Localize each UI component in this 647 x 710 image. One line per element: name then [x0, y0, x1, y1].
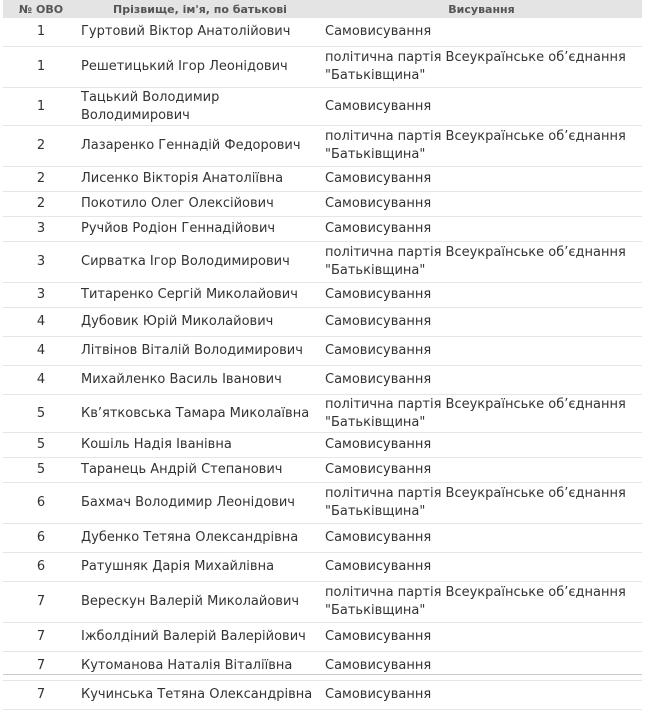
- full-name-cell: Михайленко Василь Іванович: [79, 366, 321, 395]
- nomination-cell: політична партія Всеукраїнське об’єднання "Батьківщина": [321, 242, 642, 283]
- district-number-cell: 1: [3, 47, 79, 88]
- nomination-cell: політична партія Всеукраїнське об’єднання "Батьківщина": [321, 47, 642, 88]
- header-nomination: Висування: [321, 0, 642, 18]
- table-row: [3, 192, 642, 217]
- table-row: [3, 582, 642, 623]
- nomination-cell: Самовисування: [321, 433, 642, 458]
- full-name-cell: Ручйов Родіон Геннадійович: [79, 217, 321, 242]
- table-row: [3, 88, 642, 126]
- table-row: [3, 167, 642, 192]
- header-full-name: Прізвище, ім'я, по батькові: [79, 0, 321, 18]
- district-number-cell: 2: [3, 192, 79, 217]
- full-name-cell: Дубенко Тетяна Олександрівна: [79, 524, 321, 553]
- district-number-cell: 5: [3, 458, 79, 483]
- nomination-cell: Самовисування: [321, 623, 642, 652]
- table-bottom-border: [3, 674, 642, 675]
- full-name-cell: Дубовик Юрій Миколайович: [79, 308, 321, 337]
- nomination-cell: Самовисування: [321, 652, 642, 681]
- full-name-cell: Лисенко Вікторія Анатоліївна: [79, 167, 321, 192]
- table-row: [3, 283, 642, 308]
- nomination-cell: політична партія Всеукраїнське об’єднання "Батьківщина": [321, 395, 642, 433]
- full-name-cell: Кучинська Тетяна Олександрівна: [79, 681, 321, 710]
- table-row: [3, 126, 642, 167]
- full-name-cell: Гуртовий Віктор Анатолійович: [79, 18, 321, 47]
- district-number-cell: 7: [3, 681, 79, 710]
- nomination-cell: Самовисування: [321, 167, 642, 192]
- district-number-cell: 5: [3, 395, 79, 433]
- district-number-cell: 7: [3, 652, 79, 681]
- full-name-cell: Таранець Андрій Степанович: [79, 458, 321, 483]
- nomination-cell: політична партія Всеукраїнське об’єднання "Батьківщина": [321, 582, 642, 623]
- table-row: [3, 47, 642, 88]
- district-number-cell: 3: [3, 283, 79, 308]
- district-number-cell: 1: [3, 88, 79, 126]
- full-name-cell: Верескун Валерій Миколайович: [79, 582, 321, 623]
- nomination-cell: Самовисування: [321, 88, 642, 126]
- full-name-cell: Титаренко Сергій Миколайович: [79, 283, 321, 308]
- table-row: [3, 553, 642, 582]
- district-number-cell: 2: [3, 126, 79, 167]
- nomination-cell: Самовисування: [321, 458, 642, 483]
- full-name-cell: Іжболдіний Валерій Валерійович: [79, 623, 321, 652]
- nomination-cell: Самовисування: [321, 366, 642, 395]
- table-row: [3, 308, 642, 337]
- full-name-cell: Ратушняк Дарія Михайлівна: [79, 553, 321, 582]
- district-number-cell: 6: [3, 483, 79, 524]
- full-name-cell: Кошіль Надія Іванівна: [79, 433, 321, 458]
- nomination-cell: Самовисування: [321, 283, 642, 308]
- full-name-cell: Тацький Володимир Володимирович: [79, 88, 321, 126]
- nomination-cell: політична партія Всеукраїнське об’єднання "Батьківщина": [321, 126, 642, 167]
- table-row: [3, 524, 642, 553]
- table-row: [3, 458, 642, 483]
- district-number-cell: 3: [3, 217, 79, 242]
- full-name-cell: Решетицький Ігор Леонідович: [79, 47, 321, 88]
- table-row: [3, 483, 642, 524]
- table-row: [3, 18, 642, 47]
- full-name-cell: Лазаренко Геннадій Федорович: [79, 126, 321, 167]
- district-number-cell: 3: [3, 242, 79, 283]
- table-row: [3, 337, 642, 366]
- district-number-cell: 4: [3, 366, 79, 395]
- full-name-cell: Кв’ятковська Тамара Миколаївна: [79, 395, 321, 433]
- header-district-number: № ОВО: [3, 0, 79, 18]
- table-row: [3, 217, 642, 242]
- district-number-cell: 2: [3, 167, 79, 192]
- table-row: [3, 242, 642, 283]
- district-number-cell: 7: [3, 623, 79, 652]
- district-number-cell: 6: [3, 553, 79, 582]
- district-number-cell: 7: [3, 582, 79, 623]
- table-row: [3, 623, 642, 652]
- table-header-row: [3, 0, 642, 18]
- table-row: [3, 366, 642, 395]
- district-number-cell: 6: [3, 524, 79, 553]
- candidates-table: [3, 0, 642, 710]
- table-row: [3, 652, 642, 681]
- district-number-cell: 5: [3, 433, 79, 458]
- nomination-cell: Самовисування: [321, 553, 642, 582]
- nomination-cell: Самовисування: [321, 18, 642, 47]
- district-number-cell: 4: [3, 308, 79, 337]
- nomination-cell: Самовисування: [321, 217, 642, 242]
- full-name-cell: Літвінов Віталій Володимирович: [79, 337, 321, 366]
- table-row: [3, 395, 642, 433]
- district-number-cell: 1: [3, 18, 79, 47]
- full-name-cell: Покотило Олег Олексійович: [79, 192, 321, 217]
- full-name-cell: Кутоманова Наталія Віталіївна: [79, 652, 321, 681]
- nomination-cell: Самовисування: [321, 681, 642, 710]
- district-number-cell: 4: [3, 337, 79, 366]
- table-row: [3, 681, 642, 710]
- full-name-cell: Сирватка Ігор Володимирович: [79, 242, 321, 283]
- nomination-cell: Самовисування: [321, 337, 642, 366]
- full-name-cell: Бахмач Володимир Леонідович: [79, 483, 321, 524]
- nomination-cell: Самовисування: [321, 192, 642, 217]
- table-row: [3, 433, 642, 458]
- nomination-cell: політична партія Всеукраїнське об’єднання "Батьківщина": [321, 483, 642, 524]
- nomination-cell: Самовисування: [321, 308, 642, 337]
- nomination-cell: Самовисування: [321, 524, 642, 553]
